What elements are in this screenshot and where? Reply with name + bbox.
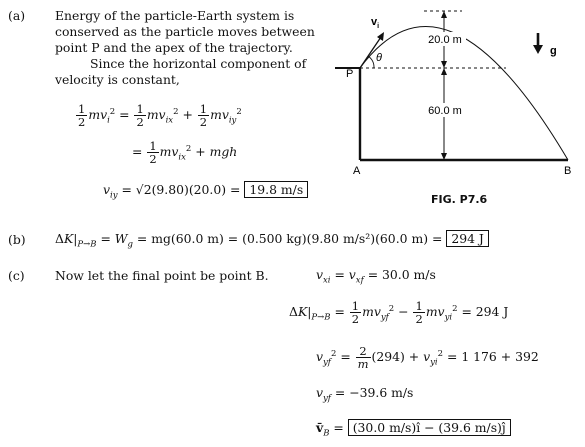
- arrowhead-mid-up: [441, 61, 447, 68]
- part-c-equation-3: $v_{yf}^2$ = $\frac{2}{m}$ $(294) + v_{yi}^2 = 1$ 176 + 392: [316, 344, 539, 371]
- part-c-equation-1-rhs: = 30.0 m/s: [367, 267, 436, 282]
- part-a-result-box: 19.8 m/s: [244, 181, 308, 198]
- part-c-equation-1: $v_{xi} = v_{xf} = 30.0$ m/s: [316, 267, 436, 286]
- part-a-line-1: Energy of the particle-Earth system is: [55, 8, 295, 23]
- trajectory-figure: [320, 8, 580, 208]
- point-b-label: B: [564, 165, 572, 177]
- part-c-label: (c): [8, 268, 25, 283]
- arrowhead-top: [441, 11, 447, 18]
- part-a-equation-1: $\frac{1}{2}$ $mv_i^2$ = $\frac{1}{2}$ $mv_{ix}^2$ + $\frac{1}{2}$ $mv_{iy}^2$: [78, 102, 242, 129]
- part-a-equation-2: = $\frac{1}{2}$ $mv_{ix}^2$ + mgh: [132, 139, 238, 166]
- part-b-result-box: 294 J: [446, 230, 489, 247]
- part-c-equation-4: $v_{yf} = -39.6$ m/s: [316, 385, 414, 404]
- part-a-line-4: Since the horizontal component of: [90, 56, 307, 71]
- part-c-result-box: (30.0 m/s)î − (39.6 m/s)ĵ: [348, 419, 511, 436]
- part-a-line-2: conserved as the particle moves between: [55, 24, 315, 39]
- part-b-equation-rhs: = mg(60.0 m) = (0.500 kg)(9.80 m/s²)(60.0 m) =: [136, 231, 443, 246]
- part-a-equation-3: $v_{iy} = √2(9.80)(20.0) = 19.8$ m/s: [103, 182, 308, 200]
- part-c-text: Now let the final point be point B.: [55, 268, 269, 283]
- part-a-label: (a): [8, 8, 26, 23]
- part-b-label: (b): [8, 232, 26, 247]
- point-p-label: P: [346, 68, 354, 80]
- part-a-line-3: point P and the apex of the trajectory.: [55, 40, 293, 55]
- point-a-label: A: [353, 165, 361, 177]
- velocity-arrowhead: [377, 32, 384, 41]
- part-a-equation-3-rhs: √2(9.80)(20.0) =: [135, 182, 241, 197]
- theta-label: θ: [376, 52, 382, 64]
- figure-caption: FIG. P7.6: [431, 193, 488, 206]
- part-c-equation-4-rhs: = −39.6 m/s: [334, 385, 414, 400]
- part-a-line-5: velocity is constant,: [55, 72, 180, 87]
- part-c-equation-2: $\Delta K|_{P\to B}$ = $\frac{1}{2}$ $mv_{yf}^2$ − $\frac{1}{2}$ $mv_{yi}^2 = 294$ J: [289, 299, 509, 326]
- part-c-equation-3-part: (294) +: [371, 349, 424, 364]
- dim-bottom-label: 60.0 m: [428, 105, 462, 117]
- dim-top-label: 20.0 m: [428, 34, 462, 46]
- arrowhead-mid-down: [441, 68, 447, 75]
- part-c-equation-2-tail: = 294 J: [461, 304, 509, 319]
- part-c-equation-3-sum: = 1 176 + 392: [443, 349, 539, 364]
- part-c-equation-5: $v̄_B = (30.0$ m/s)î − (39.6 m/s)ĵ: [316, 420, 511, 438]
- velocity-label: $v_i$: [371, 16, 380, 30]
- gravity-label: g: [550, 45, 557, 57]
- gravity-arrowhead: [533, 45, 543, 54]
- theta-arc: [368, 56, 374, 68]
- part-b-equation: $\Delta K|_{P\to B} = W_g = mg(60.0$ m) = (0.500 kg)(9.80 m/s²)(60.0 m) = 294 J: [55, 231, 489, 249]
